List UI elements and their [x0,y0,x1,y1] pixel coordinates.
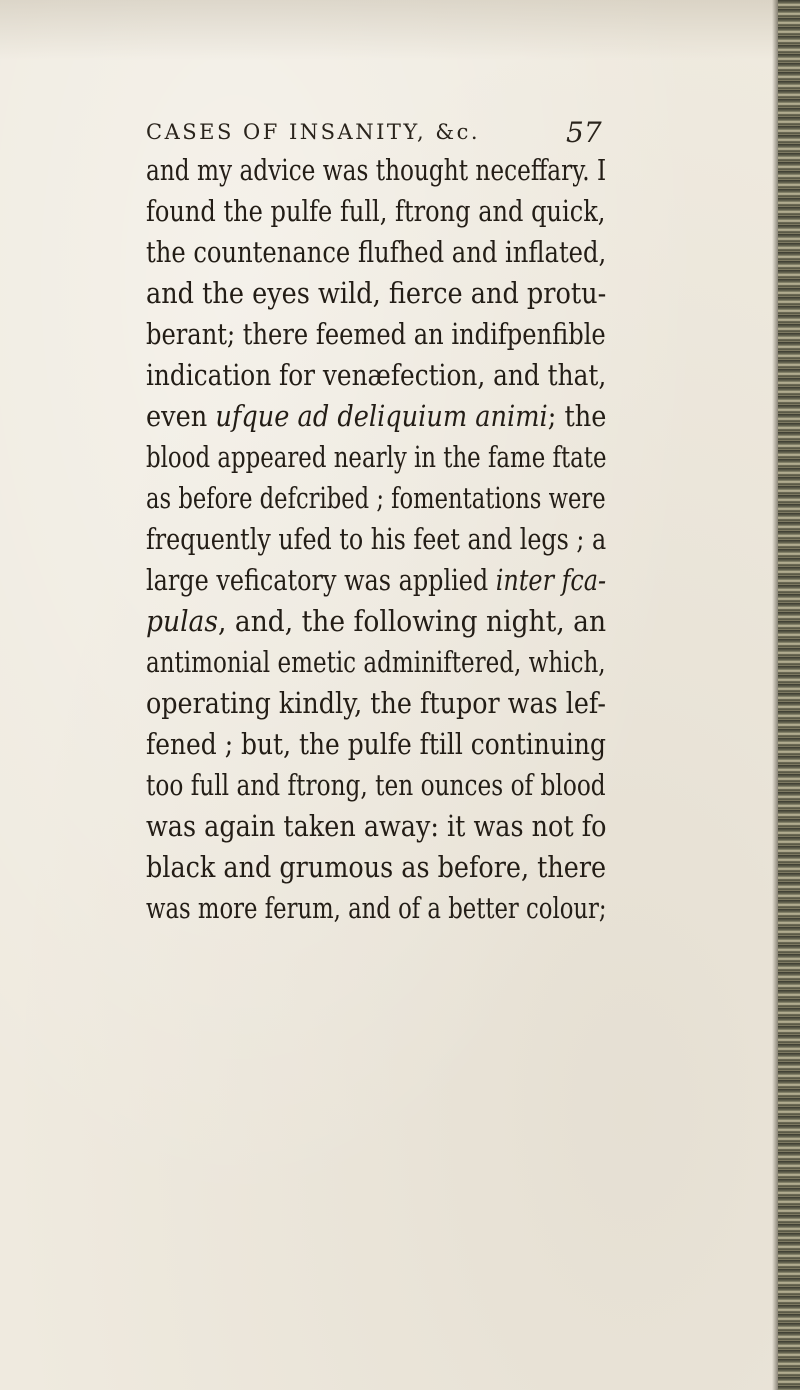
text-line: frequently ufed to his feet and legs ; a [146,522,607,556]
text-line: antimonial emetic adminiftered, which, [146,645,606,679]
text-line: berant; there feemed an indifpenfible [146,317,606,351]
text-line: large veficatory was applied inter fca- [146,563,607,597]
book-binding [778,0,800,1390]
latin-phrase: inter fca- [495,563,607,597]
text-line: was more ferum, and of a better colour; [146,891,607,925]
page-shadow [0,0,790,60]
text-line: found the pulfe full, ftrong and quick, [146,194,606,228]
text-line: pulas, and, the following night, an [146,604,607,638]
page-number: 57 [566,116,602,149]
page-header [146,116,726,152]
text-line: and the eyes wild, fierce and protu- [146,276,607,310]
text-line: fened ; but, the pulfe ftill continuing [146,727,606,761]
text-line: and my advice was thought neceffary. I [146,153,607,187]
text-line: was again taken away: it was not fo [146,809,607,843]
text-line: black and grumous as before, there [146,850,607,884]
latin-phrase: pulas [146,604,219,638]
text-line: the countenance flufhed and inflated, [146,235,607,269]
running-head: CASES OF INSANITY, &c. [146,120,481,144]
text-line: blood appeared nearly in the fame ftate [146,440,607,474]
text-line: too full and ftrong, ten ounces of blood [146,768,606,802]
latin-phrase: ufque ad deliquium animi [215,399,548,433]
text-line: as before defcribed ; fomentations were [146,481,606,515]
text-line: operating kindly, the ftupor was lef- [146,686,606,720]
text-line: even ufque ad deliquium animi; the [146,399,607,433]
text-line: indication for venæfection, and that, [146,358,607,392]
